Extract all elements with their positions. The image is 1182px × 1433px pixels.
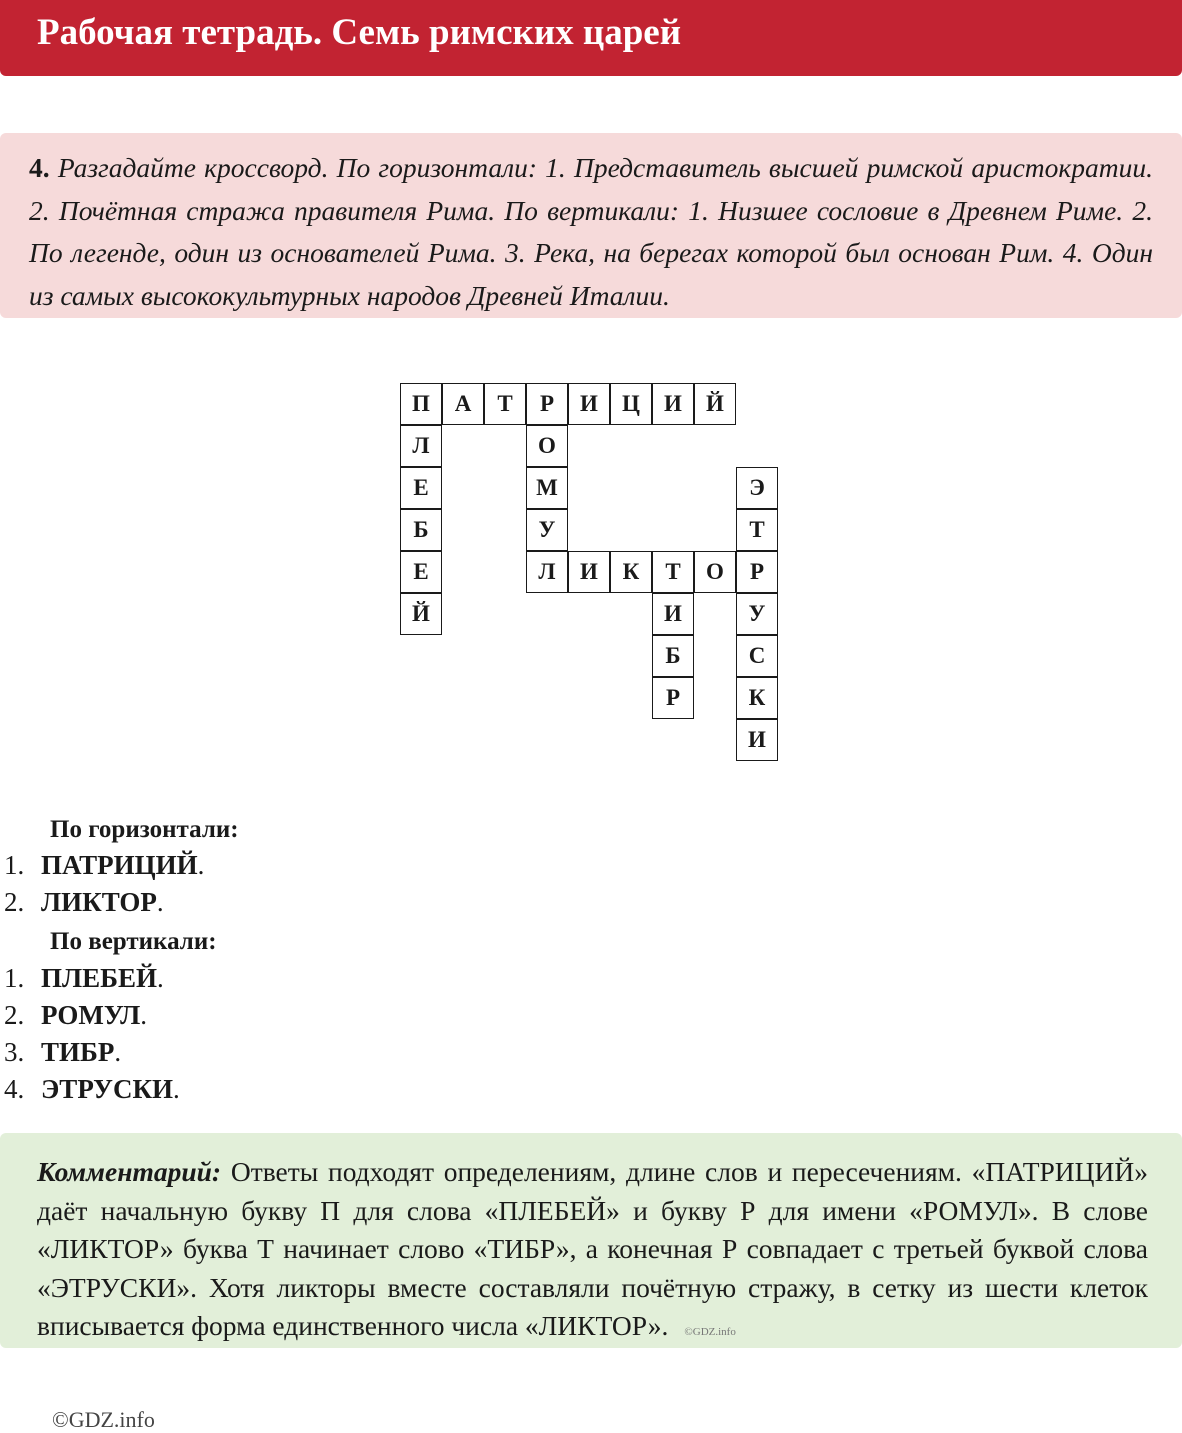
vertical-heading: По вертикали: <box>50 928 217 955</box>
answer-item: 4. ЭТРУСКИ. <box>4 1074 180 1104</box>
crossword-cell: А <box>442 383 484 425</box>
crossword-cell: И <box>652 593 694 635</box>
crossword-cell: Б <box>652 635 694 677</box>
comment-label: Комментарий: <box>37 1156 222 1187</box>
crossword-cell: К <box>736 677 778 719</box>
crossword-cell: Т <box>484 383 526 425</box>
page-title: Рабочая тетрадь. Семь римских царей <box>37 12 682 53</box>
crossword-cell: Й <box>400 593 442 635</box>
crossword-cell: И <box>736 719 778 761</box>
crossword-cell: И <box>568 551 610 593</box>
answer-item: 2. РОМУЛ. <box>4 1000 147 1030</box>
answer-item: 1. ПАТРИЦИЙ. <box>4 850 205 880</box>
task-body: Разгадайте кроссворд. По горизонтали: 1. Представитель высшей римской аристократии. 2. Почётная стража правителя Рима. По вертикали: 1. Низшее сословие в Древнем Риме. 2. По легенде, один из основателей Рима. 3. Река, на берегах которой был основан Рим. 4. Один из самых высококультурных народов Древней Италии. <box>29 152 1154 311</box>
crossword-cell: О <box>526 425 568 467</box>
crossword-cell: И <box>568 383 610 425</box>
crossword-cell: И <box>652 383 694 425</box>
answer-item: 1. ПЛЕБЕЙ. <box>4 963 164 993</box>
crossword-cell: Л <box>526 551 568 593</box>
crossword-cell: Е <box>400 551 442 593</box>
crossword-cell: Р <box>652 677 694 719</box>
answer-item: 2. ЛИКТОР. <box>4 887 164 917</box>
crossword-cell: Э <box>736 467 778 509</box>
footer-copyright: ©GDZ.info <box>52 1407 155 1432</box>
answer-item: 3. ТИБР. <box>4 1037 122 1067</box>
crossword-cell: Б <box>400 509 442 551</box>
crossword-cell: Ц <box>610 383 652 425</box>
comment-text <box>37 1153 1148 1352</box>
crossword-cell: Р <box>526 383 568 425</box>
crossword-cell: П <box>400 383 442 425</box>
watermark-mark: ©GDZ.info <box>684 1326 736 1338</box>
crossword-cell: Т <box>736 509 778 551</box>
crossword-cell: Е <box>400 467 442 509</box>
comment-body: Ответы подходят определениям, длине слов и пересечениям. «ПАТРИЦИЙ» даёт начальную букву П для слова «ПЛЕБЕЙ» и букву Р для имени «РОМУЛ». В слове «ЛИКТОР» буква Т начинает слово «ТИБР», а конечная Р совпадает с третьей буквой слова «ЭТРУСКИ». Хотя ликторы вместе составляли почётную стражу, в сетку из шести клеток вписывается форма единственного числа «ЛИКТОР». <box>37 1156 1148 1341</box>
crossword-cell: Л <box>400 425 442 467</box>
task-number: 4. <box>29 152 50 183</box>
crossword-cell: У <box>526 509 568 551</box>
crossword-cell: Й <box>694 383 736 425</box>
horizontal-heading: По горизонтали: <box>50 816 239 843</box>
crossword-cell: М <box>526 467 568 509</box>
crossword-cell: У <box>736 593 778 635</box>
crossword-cell: Р <box>736 551 778 593</box>
crossword-cell: К <box>610 551 652 593</box>
crossword-cell: С <box>736 635 778 677</box>
crossword-cell: О <box>694 551 736 593</box>
crossword-cell: Т <box>652 551 694 593</box>
